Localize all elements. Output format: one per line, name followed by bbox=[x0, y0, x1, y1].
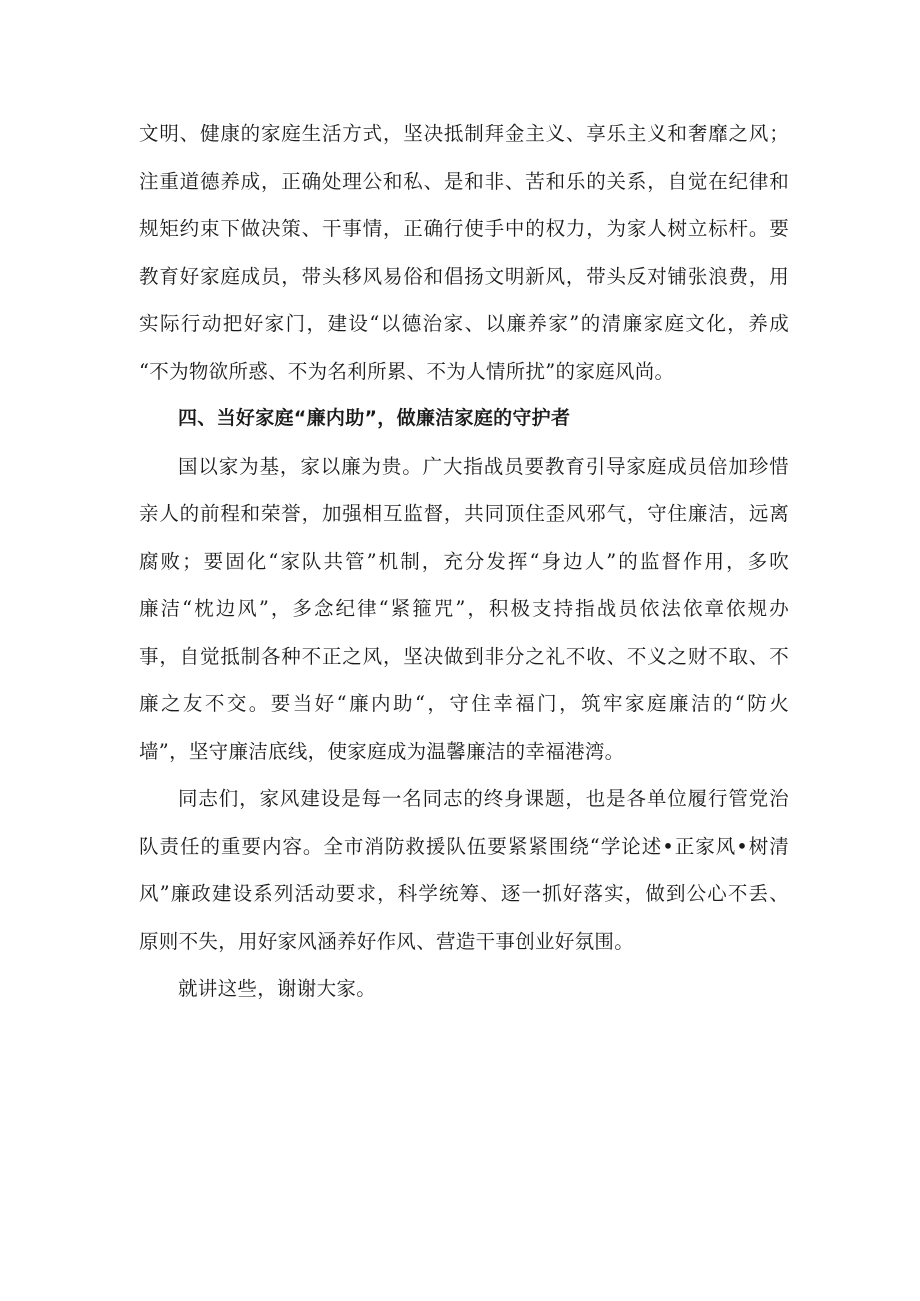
paragraph-line: 教育好家庭成员，带头移风易俗和倡扬文明新风，带头反对铺张浪费，用 bbox=[139, 264, 789, 288]
paragraph-line: 文明、健康的家庭生活方式，坚决抵制拜金主义、享乐主义和奢靡之风； bbox=[139, 122, 789, 145]
paragraph-line: 原则不失，用好家风涵养好作风、营造干事创业好氛围。 bbox=[139, 929, 635, 953]
paragraph-line: 墙”，坚守廉洁底线，使家庭成为温馨廉洁的幸福港湾。 bbox=[139, 739, 625, 763]
paragraph-line: 规矩约束下做决策、干事情，正确行使手中的权力，为家人树立标杆。要 bbox=[139, 217, 789, 240]
paragraph-line: 国以家为基，家以廉为贵。广大指战员要教育引导家庭成员倍加珍惜 bbox=[178, 454, 789, 478]
paragraph-line: 队责任的重要内容。全市消防救援队伍要紧紧围绕“学论述•正家风•树清 bbox=[139, 834, 789, 858]
paragraph-line: 注重道德养成，正确处理公和私、是和非、苦和乐的关系，自觉在纪律和 bbox=[139, 169, 789, 193]
document-body bbox=[139, 110, 789, 1013]
paragraph-line: 亲人的前程和荣誉，加强相互监督，共同顶住歪风邪气，守住廉洁，远离 bbox=[139, 502, 789, 525]
paragraph-line: 实际行动把好家门，建设“以德治家、以廉养家”的清廉家庭文化，养成 bbox=[139, 312, 789, 335]
paragraph-line: 腐败；要固化“家队共管”机制，充分发挥“身边人”的监督作用，多吹 bbox=[139, 549, 789, 573]
paragraph-line: 廉洁“枕边风”，多念纪律“紧箍咒”，积极支持指战员依法依章依规办 bbox=[139, 597, 789, 620]
paragraph-line: 同志们，家风建设是每一名同志的终身课题，也是各单位履行管党治 bbox=[178, 787, 789, 810]
paragraph-line: 事，自觉抵制各种不正之风，坚决做到非分之礼不收、不义之财不取、不 bbox=[139, 644, 789, 668]
paragraph-family-support bbox=[139, 443, 789, 776]
section-heading-4: 四、当好家庭“廉内助”，做廉洁家庭的守护者 bbox=[178, 407, 571, 429]
paragraph-line: 廉之友不交。要当好“廉内助“，守住幸福门，筑牢家庭廉洁的“防火 bbox=[139, 692, 789, 715]
paragraph-line: 风”廉政建设系列活动要求，科学统筹、逐一抓好落实，做到公心不丢、 bbox=[139, 882, 789, 905]
paragraph-family-lifestyle bbox=[139, 110, 789, 395]
paragraph-conclusion bbox=[139, 775, 789, 965]
closing-remark: 就讲这些，谢谢大家。 bbox=[178, 977, 377, 1000]
paragraph-line: “不为物欲所惑、不为名利所累、不为人情所扰”的家庭风尚。 bbox=[139, 359, 675, 383]
